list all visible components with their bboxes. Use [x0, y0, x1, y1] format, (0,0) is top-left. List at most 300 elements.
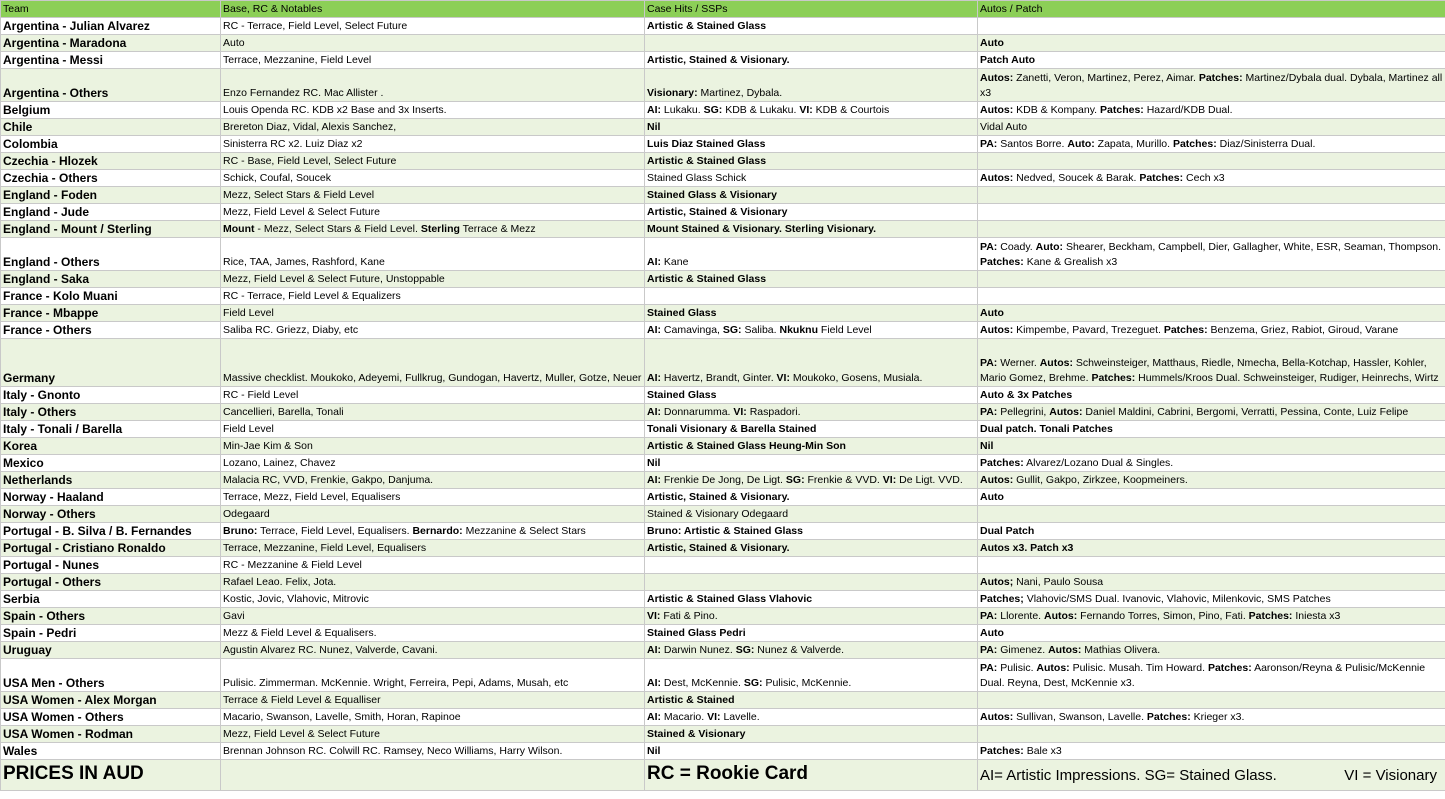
text-segment: De Ligt. VVD. [896, 474, 963, 486]
case-hits-cell[interactable] [645, 305, 978, 322]
bold-segment: Bruno: Artistic & Stained Glass [647, 525, 803, 537]
ai-sg-legend: AI= Artistic Impressions. SG= Stained Glass. [980, 766, 1277, 784]
autos-cell[interactable] [978, 659, 1445, 692]
case-hits-cell[interactable] [645, 238, 978, 271]
case-hits-cell[interactable] [645, 642, 978, 659]
base-cell[interactable] [221, 455, 645, 472]
bold-segment: Dual Patch [980, 525, 1035, 537]
table-row [1, 709, 1445, 726]
autos-cell[interactable] [978, 52, 1445, 69]
autos-cell[interactable] [978, 472, 1445, 489]
header-team[interactable]: Team [1, 1, 221, 18]
base-cell[interactable] [221, 608, 645, 625]
case-hits-cell[interactable] [645, 692, 978, 709]
bold-segment: PA: [980, 662, 998, 674]
bold-segment: VI: [882, 474, 897, 486]
text-segment: Santos Borre. [997, 138, 1068, 150]
team-cell[interactable]: France - Others [1, 322, 221, 339]
base-cell[interactable] [221, 204, 645, 221]
text-segment: Moukoko, Gosens, Musiala. [789, 372, 923, 384]
base-cell[interactable] [221, 170, 645, 187]
autos-cell[interactable] [978, 709, 1445, 726]
case-hits-cell[interactable] [645, 574, 978, 591]
team-cell[interactable]: Belgium [1, 102, 221, 119]
text-segment: Terrace, Mezzanine, Field Level [223, 54, 372, 66]
case-hits-cell[interactable] [645, 52, 978, 69]
team-cell[interactable]: Colombia [1, 136, 221, 153]
text-segment: Rice, TAA, James, Rashford, Kane [223, 256, 385, 268]
text-segment: Pellegrini, [997, 406, 1050, 418]
team-cell[interactable]: Germany [1, 339, 221, 387]
team-cell[interactable]: Italy - Others [1, 404, 221, 421]
bold-segment: Auto [980, 307, 1004, 319]
bold-segment: Stained Glass Pedri [647, 627, 746, 639]
bold-segment: Patches: [980, 457, 1024, 469]
footer-rc-cell [645, 760, 978, 791]
bold-segment: SG: [722, 324, 742, 336]
case-hits-cell[interactable] [645, 489, 978, 506]
bold-segment: Sterling [420, 223, 460, 235]
bold-segment: PA: [980, 241, 998, 253]
table-row [1, 339, 1445, 387]
autos-cell[interactable] [978, 204, 1445, 221]
autos-cell[interactable] [978, 18, 1445, 35]
bold-segment: AI: [647, 677, 661, 689]
team-cell[interactable]: Argentina - Others [1, 69, 221, 102]
bold-segment: Luis Diaz Stained Glass [647, 138, 766, 150]
autos-cell[interactable] [978, 540, 1445, 557]
base-cell[interactable] [221, 136, 645, 153]
table-row [1, 119, 1445, 136]
case-hits-cell[interactable] [645, 404, 978, 421]
case-hits-cell[interactable] [645, 136, 978, 153]
bold-segment: Artistic, Stained & Visionary. [647, 54, 790, 66]
text-segment: Saliba. [741, 324, 780, 336]
text-segment: Macario. [661, 711, 708, 723]
team-cell[interactable]: Czechia - Hlozek [1, 153, 221, 170]
autos-cell[interactable] [978, 136, 1445, 153]
bold-segment: Artistic & Stained Glass Heung-Min Son [647, 440, 846, 452]
bold-segment: AI: [647, 256, 661, 268]
table-row [1, 692, 1445, 709]
base-cell[interactable] [221, 322, 645, 339]
team-cell[interactable]: Portugal - Cristiano Ronaldo [1, 540, 221, 557]
bold-segment: VI: [733, 406, 747, 418]
base-cell[interactable] [221, 692, 645, 709]
text-segment: RC - Mezzanine & Field Level [223, 559, 362, 571]
text-segment: Fati & Pino. [660, 610, 718, 622]
bold-segment: Patches: [1198, 72, 1243, 84]
case-hits-cell[interactable] [645, 170, 978, 187]
team-cell[interactable]: Argentina - Messi [1, 52, 221, 69]
autos-cell[interactable] [978, 608, 1445, 625]
bold-segment: SG: [743, 677, 763, 689]
case-hits-cell[interactable] [645, 69, 978, 102]
autos-cell[interactable] [978, 625, 1445, 642]
bold-segment: Patches: [1139, 172, 1184, 184]
case-hits-cell[interactable] [645, 557, 978, 574]
autos-cell[interactable] [978, 743, 1445, 760]
text-segment: Terrace & Mezz [459, 223, 536, 235]
case-hits-cell[interactable] [645, 271, 978, 288]
text-segment: Schweinsteiger, Matthaus, Riedle, Nmecha, Bella-Kotchap, Hassler, Kohler, Mario Gomez, Brehme. [980, 357, 1427, 384]
text-segment: Martinez, Dybala. [697, 87, 783, 99]
text-segment: Kostic, Jovic, Vlahovic, Mitrovic [223, 593, 369, 605]
base-cell[interactable] [221, 540, 645, 557]
case-hits-cell[interactable] [645, 102, 978, 119]
base-cell[interactable] [221, 187, 645, 204]
bold-segment: Nil [647, 457, 661, 469]
team-cell[interactable]: England - Mount / Sterling [1, 221, 221, 238]
text-segment: Darwin Nunez. [661, 644, 736, 656]
text-segment: Stained Glass Schick [647, 172, 747, 184]
team-cell[interactable]: Norway - Others [1, 506, 221, 523]
autos-cell[interactable] [978, 187, 1445, 204]
bold-segment: Artistic & Stained Glass [647, 273, 767, 285]
case-hits-cell[interactable] [645, 339, 978, 387]
team-cell[interactable]: Portugal - Others [1, 574, 221, 591]
base-cell[interactable] [221, 523, 645, 540]
text-segment: Benzema, Griez, Rabiot, Giroud, Varane [1207, 324, 1399, 336]
case-hits-cell[interactable] [645, 153, 978, 170]
team-cell[interactable]: USA Women - Others [1, 709, 221, 726]
table-row [1, 404, 1445, 421]
table-row [1, 387, 1445, 404]
table-row [1, 102, 1445, 119]
base-cell[interactable] [221, 238, 645, 271]
header-autos[interactable]: Autos / Patch [978, 1, 1445, 18]
case-hits-cell[interactable] [645, 204, 978, 221]
case-hits-cell[interactable] [645, 625, 978, 642]
bold-segment: Artistic & Stained Glass Vlahovic [647, 593, 813, 605]
case-hits-cell[interactable] [645, 288, 978, 305]
case-hits-cell[interactable] [645, 591, 978, 608]
text-segment: Agustin Alvarez RC. Nunez, Valverde, Cavani. [223, 644, 438, 656]
text-segment: Alvarez/Lozano Dual & Singles. [1023, 457, 1174, 469]
case-hits-cell[interactable] [645, 421, 978, 438]
autos-cell[interactable] [978, 506, 1445, 523]
autos-cell[interactable] [978, 574, 1445, 591]
base-cell[interactable] [221, 305, 645, 322]
bold-segment: Patches: [1100, 104, 1144, 116]
bold-segment: SG: [703, 104, 723, 116]
table-row [1, 35, 1445, 52]
text-segment: Sullivan, Swanson, Lavelle. [1013, 711, 1147, 723]
autos-cell[interactable] [978, 288, 1445, 305]
autos-cell[interactable] [978, 489, 1445, 506]
case-hits-cell[interactable] [645, 438, 978, 455]
base-cell[interactable] [221, 421, 645, 438]
case-hits-cell[interactable] [645, 608, 978, 625]
table-row [1, 69, 1445, 102]
base-cell[interactable] [221, 625, 645, 642]
bold-segment: Autos: [1036, 662, 1070, 674]
team-cell[interactable]: France - Kolo Muani [1, 288, 221, 305]
table-row [1, 204, 1445, 221]
text-segment: Kane [661, 256, 689, 268]
bold-segment: VI: [707, 711, 721, 723]
table-row [1, 574, 1445, 591]
base-cell[interactable] [221, 35, 645, 52]
base-cell[interactable] [221, 726, 645, 743]
base-cell[interactable] [221, 743, 645, 760]
text-segment: Stained & Visionary Odegaard [647, 508, 789, 520]
team-cell[interactable]: Mexico [1, 455, 221, 472]
text-segment: Aaronson/Reyna & Pulisic/McKennie Dual. Reyna, Dest, McKennie x3. [980, 662, 1426, 689]
bold-segment: SG: [785, 474, 805, 486]
team-cell[interactable]: Czechia - Others [1, 170, 221, 187]
text-segment: Field Level [818, 324, 872, 336]
autos-cell[interactable] [978, 692, 1445, 709]
team-cell[interactable]: England - Saka [1, 271, 221, 288]
team-cell[interactable]: Italy - Gnonto [1, 387, 221, 404]
bold-segment: Patches; [980, 593, 1024, 605]
base-cell[interactable] [221, 52, 645, 69]
autos-cell[interactable] [978, 404, 1445, 421]
team-cell[interactable]: Norway - Haaland [1, 489, 221, 506]
autos-cell[interactable] [978, 322, 1445, 339]
bold-segment: Patches: [1091, 372, 1136, 384]
text-segment: Schick, Coufal, Soucek [223, 172, 331, 184]
text-segment: Martinez/Dybala dual. Dybala, Martinez all x3 [980, 72, 1443, 99]
autos-cell[interactable] [978, 153, 1445, 170]
bold-segment: PA: [980, 138, 998, 150]
autos-cell[interactable] [978, 271, 1445, 288]
team-cell[interactable]: Argentina - Maradona [1, 35, 221, 52]
team-cell[interactable]: Netherlands [1, 472, 221, 489]
bold-segment: Bernardo: [412, 525, 463, 537]
table-row [1, 438, 1445, 455]
autos-cell[interactable] [978, 557, 1445, 574]
footer-prices-cell [1, 760, 221, 791]
text-segment: Saliba RC. Griezz, Diaby, etc [223, 324, 359, 336]
text-segment: Auto [223, 37, 245, 49]
bold-segment: Autos: [1049, 406, 1083, 418]
text-segment: Field Level [223, 307, 274, 319]
bold-segment: Stained & Visionary [647, 728, 746, 740]
team-cell[interactable]: France - Mbappe [1, 305, 221, 322]
team-cell[interactable]: Korea [1, 438, 221, 455]
base-cell[interactable] [221, 102, 645, 119]
autos-cell[interactable] [978, 119, 1445, 136]
base-cell[interactable] [221, 472, 645, 489]
table-row [1, 221, 1445, 238]
bold-segment: Stained Glass [647, 307, 717, 319]
table-row [1, 305, 1445, 322]
text-segment: Pulisic. [997, 662, 1037, 674]
bold-segment: Nil [980, 440, 994, 452]
bold-segment: Artistic, Stained & Visionary. [647, 491, 790, 503]
bold-segment: Artistic, Stained & Visionary. [647, 542, 790, 554]
autos-cell[interactable] [978, 69, 1445, 102]
bold-segment: Autos: [1039, 357, 1073, 369]
base-cell[interactable] [221, 221, 645, 238]
bold-segment: VI: [647, 610, 661, 622]
text-segment: Mezz, Field Level & Select Future [223, 728, 380, 740]
base-cell[interactable] [221, 288, 645, 305]
table-row [1, 608, 1445, 625]
bold-segment: Artistic & Stained Glass [647, 20, 767, 32]
team-cell[interactable]: England - Jude [1, 204, 221, 221]
team-cell[interactable]: Spain - Pedri [1, 625, 221, 642]
text-segment: Rafael Leao. Felix, Jota. [223, 576, 337, 588]
text-segment: Nani, Paulo Sousa [1013, 576, 1104, 588]
case-hits-cell[interactable] [645, 523, 978, 540]
text-segment: Terrace & Field Level & Equalliser [223, 694, 381, 706]
autos-cell[interactable] [978, 221, 1445, 238]
team-cell[interactable]: Italy - Tonali / Barella [1, 421, 221, 438]
autos-cell[interactable] [978, 339, 1445, 387]
text-segment: Mezz, Field Level & Select Future [223, 206, 380, 218]
bold-segment: VI: [799, 104, 813, 116]
case-hits-cell[interactable] [645, 35, 978, 52]
text-segment: Vlahovic/SMS Dual. Ivanovic, Vlahovic, Milenkovic, SMS Patches [1023, 593, 1331, 605]
case-hits-cell[interactable] [645, 472, 978, 489]
base-cell[interactable] [221, 489, 645, 506]
table-row [1, 322, 1445, 339]
bold-segment: Patch Auto [980, 54, 1036, 66]
base-cell[interactable] [221, 709, 645, 726]
header-case-hits[interactable]: Case Hits / SSPs [645, 1, 978, 18]
team-cell[interactable]: Spain - Others [1, 608, 221, 625]
autos-cell[interactable] [978, 170, 1445, 187]
autos-cell[interactable] [978, 102, 1445, 119]
autos-cell[interactable] [978, 438, 1445, 455]
autos-cell[interactable] [978, 591, 1445, 608]
team-cell[interactable]: USA Women - Rodman [1, 726, 221, 743]
vi-legend: VI = Visionary [1344, 766, 1437, 784]
case-hits-cell[interactable] [645, 119, 978, 136]
team-cell[interactable]: USA Men - Others [1, 659, 221, 692]
text-segment: Mezz, Field Level & Select Future, Unstoppable [223, 273, 445, 285]
case-hits-cell[interactable] [645, 709, 978, 726]
text-segment: Donnarumma. [661, 406, 734, 418]
table-row [1, 472, 1445, 489]
bold-segment: Auto [980, 491, 1004, 503]
base-cell[interactable] [221, 591, 645, 608]
team-cell[interactable]: USA Women - Alex Morgan [1, 692, 221, 709]
text-segment: Coady. [997, 241, 1036, 253]
team-cell[interactable]: Portugal - Nunes [1, 557, 221, 574]
case-hits-cell[interactable] [645, 455, 978, 472]
table-row [1, 726, 1445, 743]
bold-segment: Auto [980, 627, 1004, 639]
base-cell[interactable] [221, 18, 645, 35]
text-segment: Daniel Maldini, Cabrini, Bergomi, Verratti, Pessina, Conte, Luiz Felipe [1082, 406, 1409, 418]
case-hits-cell[interactable] [645, 18, 978, 35]
text-segment: Bale x3 [1023, 745, 1062, 757]
case-hits-cell[interactable] [645, 221, 978, 238]
text-segment: Brennan Johnson RC. Colwill RC. Ramsey, Neco Williams, Harry Wilson. [223, 745, 563, 757]
case-hits-cell[interactable] [645, 187, 978, 204]
header-row [1, 1, 1445, 18]
base-cell[interactable] [221, 271, 645, 288]
table-row [1, 455, 1445, 472]
text-segment: - Mezz, Select Stars & Field Level. [254, 223, 421, 235]
table-row [1, 136, 1445, 153]
bold-segment: Artistic & Stained [647, 694, 735, 706]
text-segment: Pulisic. Musah. Tim Howard. [1069, 662, 1208, 674]
text-segment: Cancellieri, Barella, Tonali [223, 406, 344, 418]
case-hits-cell[interactable] [645, 659, 978, 692]
base-cell[interactable] [221, 387, 645, 404]
base-cell[interactable] [221, 574, 645, 591]
text-segment: Sinisterra RC x2. Luiz Diaz x2 [223, 138, 363, 150]
team-cell[interactable]: England - Foden [1, 187, 221, 204]
case-hits-cell[interactable] [645, 387, 978, 404]
bold-segment: Patches: [1172, 138, 1217, 150]
table-row [1, 52, 1445, 69]
table-row [1, 523, 1445, 540]
autos-cell[interactable] [978, 642, 1445, 659]
autos-cell[interactable] [978, 455, 1445, 472]
bold-segment: Nil [647, 745, 661, 757]
text-segment: Mathias Olivera. [1081, 644, 1161, 656]
case-hits-cell[interactable] [645, 322, 978, 339]
base-cell[interactable] [221, 642, 645, 659]
team-cell[interactable]: Uruguay [1, 642, 221, 659]
autos-cell[interactable] [978, 387, 1445, 404]
text-segment: Terrace, Field Level, Equalisers. [257, 525, 413, 537]
text-segment: Vidal Auto [980, 121, 1028, 133]
autos-cell[interactable] [978, 726, 1445, 743]
text-segment: Diaz/Sinisterra Dual. [1216, 138, 1316, 150]
base-cell[interactable] [221, 659, 645, 692]
base-cell[interactable] [221, 557, 645, 574]
base-cell[interactable] [221, 69, 645, 102]
team-cell[interactable]: Chile [1, 119, 221, 136]
autos-cell[interactable] [978, 421, 1445, 438]
autos-cell[interactable] [978, 238, 1445, 271]
base-cell[interactable] [221, 506, 645, 523]
team-cell[interactable]: Wales [1, 743, 221, 760]
bold-segment: Autos: [1048, 644, 1082, 656]
base-cell[interactable] [221, 438, 645, 455]
text-segment: Malacia RC, VVD, Frenkie, Gakpo, Danjuma. [223, 474, 434, 486]
team-cell[interactable]: Argentina - Julian Alvarez [1, 18, 221, 35]
bold-segment: Artistic, Stained & Visionary [647, 206, 788, 218]
text-segment: Macario, Swanson, Lavelle, Smith, Horan, Rapinoe [223, 711, 461, 723]
bold-segment: Nil [647, 121, 661, 133]
bold-segment: Autos x3. Patch x3 [980, 542, 1074, 554]
autos-cell[interactable] [978, 523, 1445, 540]
autos-cell[interactable] [978, 305, 1445, 322]
team-cell[interactable]: England - Others [1, 238, 221, 271]
base-cell[interactable] [221, 404, 645, 421]
text-segment: Kimpembe, Pavard, Trezeguet. [1013, 324, 1164, 336]
base-cell[interactable] [221, 339, 645, 387]
team-cell[interactable]: Portugal - B. Silva / B. Fernandes [1, 523, 221, 540]
base-cell[interactable] [221, 119, 645, 136]
header-base[interactable]: Base, RC & Notables [221, 1, 645, 18]
base-cell[interactable] [221, 153, 645, 170]
table-row [1, 421, 1445, 438]
autos-cell[interactable] [978, 35, 1445, 52]
team-cell[interactable]: Serbia [1, 591, 221, 608]
bold-segment: PA: [980, 644, 998, 656]
bold-segment: Patches: [980, 745, 1024, 757]
case-hits-cell[interactable] [645, 743, 978, 760]
bold-segment: AI: [647, 644, 661, 656]
footer-empty-cell [221, 760, 645, 791]
text-segment: Zapata, Murillo. [1094, 138, 1173, 150]
case-hits-cell[interactable] [645, 726, 978, 743]
case-hits-cell[interactable] [645, 506, 978, 523]
text-segment: Fernando Torres, Simon, Pino, Fati. [1077, 610, 1249, 622]
text-segment: Lozano, Lainez, Chavez [223, 457, 336, 469]
bold-segment: Autos: [980, 711, 1014, 723]
case-hits-cell[interactable] [645, 540, 978, 557]
